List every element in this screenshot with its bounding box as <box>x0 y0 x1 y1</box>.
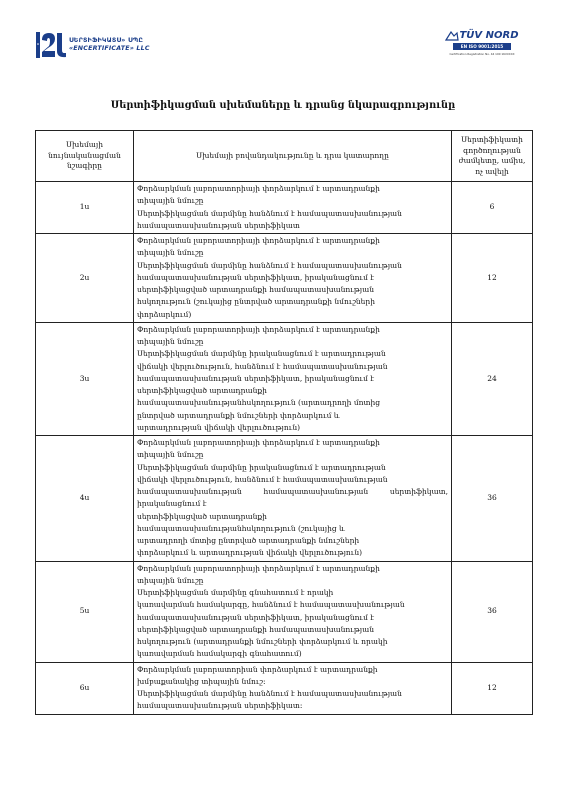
page-header <box>0 0 566 90</box>
description-line: Սերտիֆիկացման մարմինը իրականացնում է արտադրության <box>137 349 386 359</box>
description-line: համապատասխանությանհսկողություն (շուկայից և <box>137 523 345 533</box>
validity-period-cell: 12 <box>452 662 533 714</box>
scheme-description-cell <box>134 322 452 435</box>
description-line: համապատասխանության սերտիֆիկատ, իրականացնում է <box>137 612 375 622</box>
description-line: սերտիֆիկացված արտադրանքի <box>137 386 267 395</box>
scheme-description-cell <box>134 662 452 714</box>
description-line: տիպային նմուշը <box>137 575 204 585</box>
scheme-code-cell: 3ս <box>36 322 134 435</box>
description-line: սերտիֆիկացված արտադրանքի համապատասխանության <box>137 285 375 294</box>
document-title: Սերտիֆիկացման սխեմաները և դրանց նկարագրությունը <box>110 100 456 111</box>
description-line: հսկողություն (արտադրանքի նմուշների փորձարկում և որակի <box>137 637 388 646</box>
scheme-description-cell <box>134 182 452 234</box>
validity-period-cell: 36 <box>452 561 533 662</box>
scheme-code-cell: 1ս <box>36 182 134 234</box>
scheme-description-cell <box>134 234 452 323</box>
description-line: Փորձարկման լաբորատորիայի փորձարկում է արտադրանքի <box>137 184 380 193</box>
description-line: կառավարման համակարգը, հանձնում է համապատասխանության <box>137 600 405 610</box>
description-line: համապատասխանության սերտիֆիկատ, իրականացնում է <box>137 373 375 383</box>
description-line: Փորձարկման լաբորատորիայի փորձարկում է արտադրանքի <box>137 236 380 245</box>
description-line: սերտիֆիկացված արտադրանքի <box>137 511 267 521</box>
description-line: Սերտիֆիկացման մարմինը իրականացնում է արտադրության <box>137 462 386 472</box>
scheme-code-cell: 5ս <box>36 561 134 662</box>
description-line: փորձարկում և արտադրության վիճակի վերլուծություն) <box>137 548 363 558</box>
description-line: տիպային նմուշը <box>137 337 204 346</box>
scheme-description-cell <box>134 436 452 562</box>
logo-line-latin: «ENCERTIFICATE» LLC <box>69 45 150 52</box>
description-line: փորձարկում) <box>137 309 192 319</box>
tuv-nord-name: TÜV NORD <box>459 30 519 41</box>
description-line: համապատասխանության համապատասխանության սերտիֆիկատ, իրականացնում է <box>137 487 448 509</box>
table-row <box>36 182 533 234</box>
tuv-mark-icon <box>445 31 459 41</box>
column-header-period: Սերտիֆիկատի գործողության ժամկետը, ամիս, ոչ ավելի <box>452 131 533 182</box>
table-header-row <box>36 131 533 182</box>
validity-period-cell: 36 <box>452 436 533 562</box>
table-row <box>36 662 533 714</box>
description-line: տիպային նմուշը <box>137 248 204 258</box>
certification-schemes-table <box>35 130 533 715</box>
certification-registration-number: Certification Registration No. 44 100 16XXXXX <box>449 52 515 56</box>
description-line: վիճակի վերլուծություն, հանձնում է համապատասխանության <box>137 361 388 371</box>
table-row <box>36 561 533 662</box>
description-line: համապատասխանության սերտիֆիկատ, իրականացնում է <box>137 272 375 282</box>
scheme-code-cell: 6ս <box>36 662 134 714</box>
table-body <box>36 182 533 715</box>
description-line: համապատասխանության սերտիֆիկատ <box>137 220 300 230</box>
scheme-code-cell: 4ս <box>36 436 134 562</box>
scheme-description-cell <box>134 561 452 662</box>
table-row <box>36 322 533 435</box>
description-line: խմբաքանակից տիպային նմուշ: <box>137 676 266 686</box>
column-header-content: Սխեմայի բովանդակությունը և դրա կատարողը <box>134 131 452 182</box>
encertificate-logo-mark-icon <box>36 30 66 60</box>
description-line: տիպային նմուշը <box>137 450 204 460</box>
description-line: Փորձարկման լաբորատորիայի փորձարկում է արտադրանքի <box>137 563 380 573</box>
description-line: վիճակի վերլուծություն, հանձնում է համապատասխանության <box>137 474 388 484</box>
description-line: արտադրության վիճակի վերլուծություն) <box>137 422 301 432</box>
validity-period-cell: 24 <box>452 322 533 435</box>
description-line: տիպային նմուշը <box>137 196 204 206</box>
description-line: համապատասխանության սերտիֆիկատ: <box>137 701 303 711</box>
validity-period-cell: 6 <box>452 182 533 234</box>
description-line: հսկողություն (շուկայից ընտրված արտադրանքի նմուշների <box>137 297 375 307</box>
description-line: Սերտիֆիկացման մարմինը հանձնում է համապատասխանության <box>137 689 402 698</box>
table-row <box>36 436 533 562</box>
description-line: Փորձարկման լաբորատորիան փորձարկում է արտադրանքի <box>137 664 378 674</box>
description-line: կառավարման համակարգի գնահատում) <box>137 649 302 659</box>
logo-line-armenian: ՍԵՐՏԻՖԻԿԱՏՍ» ՍՊԸ <box>69 37 144 44</box>
description-line: Փորձարկման լաբորատորիայի փորձարկում է արտադրանքի <box>137 438 380 447</box>
description-line: ընտրված արտադրանքի նմուշների փորձարկում և <box>137 410 340 420</box>
iso-standard-badge: EN ISO 9001:2015 <box>453 43 511 50</box>
table-row <box>36 234 533 323</box>
description-line: Սերտիֆիկացման մարմինը գնահատում է որակի <box>137 588 334 597</box>
description-line: Սերտիֆիկացման մարմինը հանձնում է համապատասխանության <box>137 260 402 270</box>
tuv-nord-logo <box>436 30 528 56</box>
description-line: Սերտիֆիկացման մարմինը հանձնում է համապատասխանության <box>137 208 402 218</box>
column-header-code: Սխեմայի նույնականացման նշագիրը <box>36 131 134 182</box>
encertificate-logo <box>36 30 150 60</box>
description-line: սերտիֆիկացված արտադրանքի համապատասխանության <box>137 624 375 634</box>
scheme-code-cell: 2ս <box>36 234 134 323</box>
description-line: համապատասխանությանհսկողություն (արտադրողի մոտից <box>137 398 381 408</box>
validity-period-cell: 12 <box>452 234 533 323</box>
description-line: Փորձարկման լաբորատորիայի փորձարկում է արտադրանքի <box>137 324 380 334</box>
description-line: արտադրողի մոտից ընտրված արտադրանքի նմուշների <box>137 536 360 545</box>
